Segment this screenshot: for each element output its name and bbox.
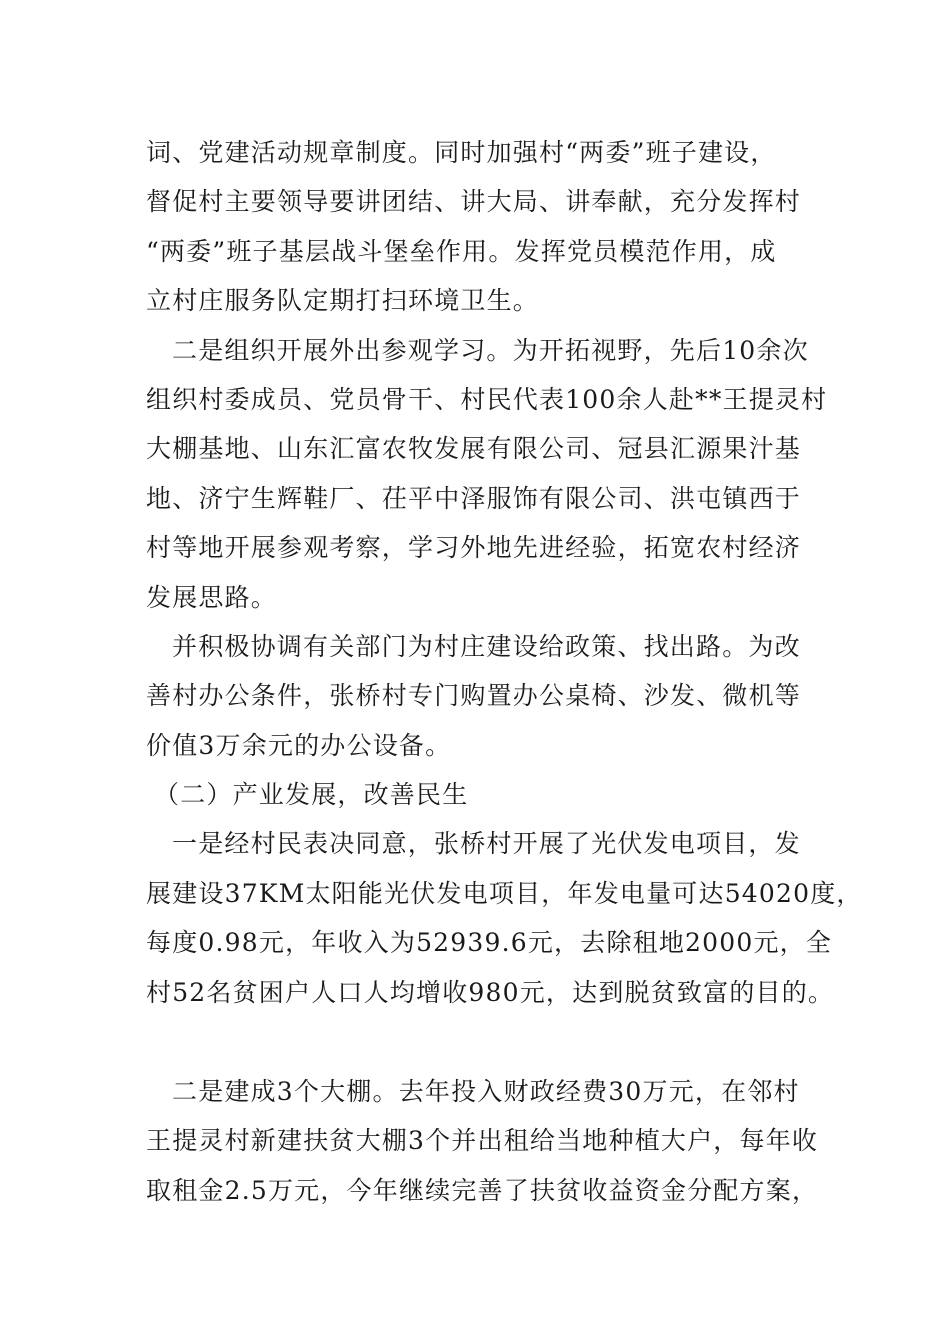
text-line: 二是建成3个大棚。去年投入财政经费30万元，在邻村 [172, 1077, 800, 1107]
text-line: 价值3万余元的办公设备。 [146, 730, 452, 760]
text-line: 立村庄服务队定期打扫环境卫生。 [146, 286, 540, 316]
text-line: 大棚基地、山东汇富农牧发展有限公司、冠县汇源果汁基 [146, 434, 802, 464]
paragraph-office-equipment [146, 622, 826, 770]
text-line: 善村办公条件，张桥村专门购置办公桌椅、沙发、微机等 [146, 681, 802, 711]
text-line: 王提灵村新建扶贫大棚3个并出租给当地种植大户，每年收 [146, 1126, 819, 1156]
text-line: 取租金2.5万元，今年继续完善了扶贫收益资金分配方案， [146, 1175, 819, 1205]
paragraph-solar-project [146, 819, 863, 1017]
section-heading [146, 770, 826, 819]
heading-industry-development: （二）产业发展，改善民生 [154, 780, 469, 810]
text-line: 村等地开展参观考察，学习外地先进经验，拓宽农村经济 [146, 533, 802, 563]
paragraph-spacer [146, 1017, 826, 1067]
text-line: “两委”班子基层战斗堡垒作用。发挥党员模范作用，成 [146, 236, 777, 266]
text-line: 词、党建活动规章制度。同时加强村“两委”班子建设， [146, 138, 777, 167]
text-line: 一是经村民表决同意，张桥村开展了光伏发电项目，发 [172, 829, 801, 859]
text-line: 地、济宁生辉鞋厂、茌平中泽服饰有限公司、洪屯镇西于 [146, 483, 802, 513]
paragraph-study-tour [146, 326, 826, 622]
text-line: 督促村主要领导要讲团结、讲大局、讲奉献，充分发挥村 [146, 187, 802, 217]
text-line: 展建设37KM太阳能光伏发电项目，年发电量可达54020度， [146, 878, 863, 908]
text-line: 二是组织开展外出参观学习。为开拓视野，先后10余次 [172, 335, 809, 365]
document-page [146, 128, 863, 1215]
text-line: 发展思路。 [146, 582, 278, 612]
text-line: 每度0.98元，年收入为52939.6元，去除租地2000元，全 [146, 928, 833, 958]
text-line: 并积极协调有关部门为村庄建设给政策、找出路。为改 [172, 631, 801, 661]
text-line: 组织村委成员、党员骨干、村民代表100余人赴**王提灵村 [146, 384, 828, 414]
paragraph-greenhouses [146, 1067, 826, 1215]
text-line: 村52名贫困户人口人均增收980元，达到脱贫致富的目的。 [146, 977, 835, 1007]
paragraph-party-building [146, 128, 826, 326]
